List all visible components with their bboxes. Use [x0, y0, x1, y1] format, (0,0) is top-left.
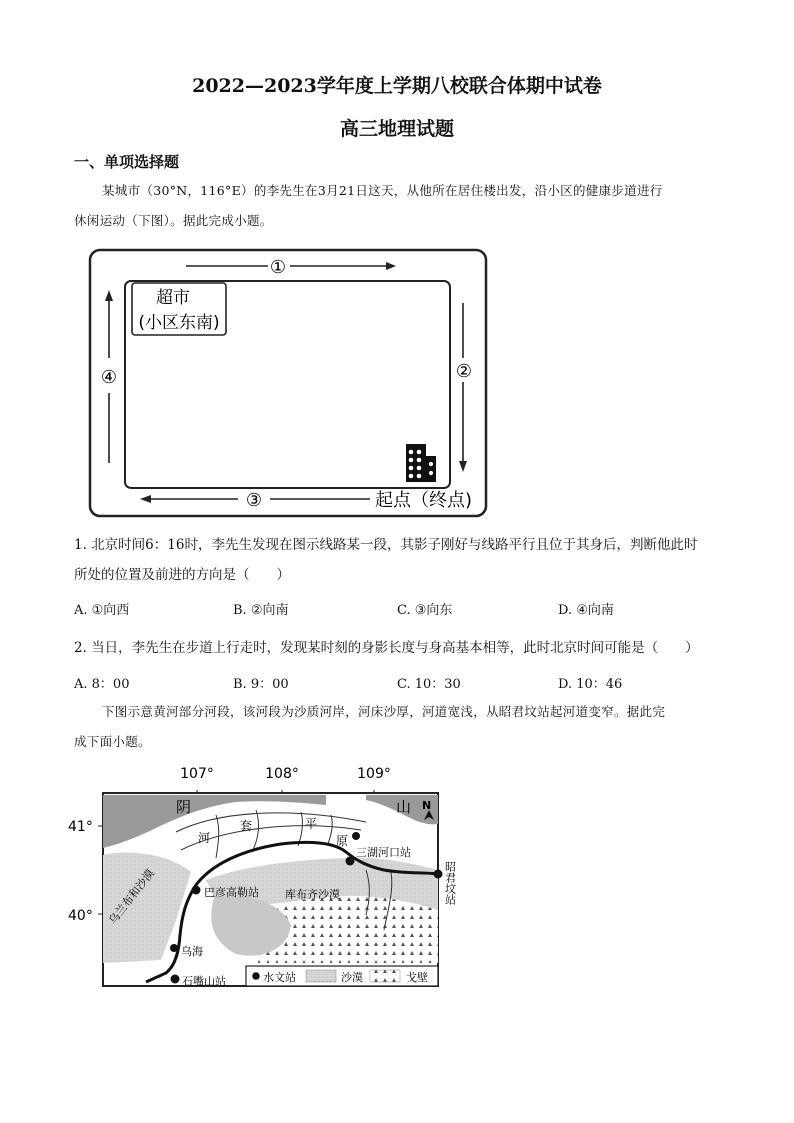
lon-108-label: 108° [265, 766, 299, 782]
q2-option-d: D. 10：46 [558, 677, 623, 692]
shizuishan-label: 石嘴山站 [182, 975, 226, 988]
tao-label: 套 [240, 819, 253, 833]
route-1-label: ① [269, 257, 287, 278]
lon-109-label: 109° [357, 766, 391, 782]
q2-option-c: C. 10：30 [397, 677, 461, 692]
route-2-arrowhead [459, 461, 467, 472]
lon-107-label: 107° [180, 766, 214, 782]
supermarket-location: (小区东南) [138, 313, 220, 333]
q2-option-a: A. 8：00 [74, 677, 130, 692]
zhaojunfen-label [444, 861, 457, 905]
legend-station-icon [252, 972, 260, 980]
lat-41-label: 41° [68, 819, 93, 835]
north-label: N [422, 799, 432, 812]
route-figure [88, 248, 490, 520]
legend-gobi-swatch [370, 970, 400, 982]
q2-line1: 2. 当日，李先生在步道上行走时，发现某时刻的身影长度与身高基本相等，此时北京时间可能是（ ） [74, 640, 699, 656]
route-1-arrowhead [386, 262, 396, 270]
q1-option-b: B. ②向南 [233, 603, 289, 618]
yellow-river-map [66, 760, 476, 992]
exam-title: 2022—2023学年度上学期八校联合体期中试卷 [192, 75, 602, 97]
route-3-arrowhead [140, 495, 151, 503]
residence-building-icon [406, 444, 436, 482]
section-heading: 一、单项选择题 [74, 153, 180, 171]
shan-label: 山 [396, 798, 412, 816]
bayan-label: 巴彦高勒站 [204, 886, 259, 899]
intro1-line1: 某城市（30°N，116°E）的李先生在3月21日这天，从他所在居住楼出发，沿小区的健康步道进行 [102, 183, 663, 198]
lat-40-label: 40° [68, 908, 93, 924]
start-end-label: 起点（终点) [375, 490, 473, 511]
city-marker [352, 832, 360, 840]
legend-desert-label: 沙漠 [341, 971, 363, 984]
route-4-label: ④ [100, 367, 118, 388]
zhaojunfen-station-marker [434, 870, 443, 879]
route-4-arrowhead [105, 290, 113, 301]
intro1-line2: 休闲运动（下图）。据此完成小题。 [74, 213, 273, 228]
sanhu-station-marker [346, 857, 355, 866]
q2-option-b: B. 9：00 [233, 677, 289, 692]
q1-option-c: C. ③向东 [397, 603, 453, 618]
route-2-label: ② [455, 361, 473, 382]
q1-option-d: D. ④向南 [558, 603, 614, 618]
bayan-station-marker [192, 886, 201, 895]
ping-label: 平 [305, 817, 318, 831]
legend-station-label: 水文站 [263, 971, 296, 984]
exam-subtitle: 高三地理试题 [339, 118, 454, 140]
legend-desert-swatch [306, 970, 336, 982]
sanhu-label: 三湖河口站 [356, 846, 411, 859]
intro2-line1: 下图示意黄河部分河段，该河段为沙质河岸，河床沙厚，河道宽浅，从昭君坟站起河道变窄。据此完 [102, 704, 666, 719]
route-3-label: ③ [245, 490, 263, 511]
yuan-label: 原 [336, 834, 349, 848]
supermarket-name: 超市 [156, 288, 190, 308]
wuhai-marker [170, 944, 178, 952]
he-label: 河 [198, 831, 211, 845]
shizuishan-station-marker [171, 975, 180, 984]
yin-label: 阴 [176, 798, 192, 816]
wuhai-label: 乌海 [181, 945, 203, 958]
intro2-line2: 成下面小题。 [74, 734, 151, 749]
svg-text:昭君坟站: 昭君坟站 [443, 861, 457, 905]
q1-option-a: A. ①向西 [74, 603, 130, 618]
legend-gobi-label: 戈壁 [406, 971, 428, 984]
q1-line1: 1. 北京时间6：16时，李先生发现在图示线路某一段，其影子刚好与线路平行且位于其身后，判断他此时 [74, 537, 698, 553]
kubuqi-label: 库布齐沙漠 [285, 888, 340, 901]
q1-line2: 所处的位置及前进的方向是（ ） [74, 567, 290, 583]
ulanbuh-label: 乌兰布和沙漠 [106, 866, 157, 927]
